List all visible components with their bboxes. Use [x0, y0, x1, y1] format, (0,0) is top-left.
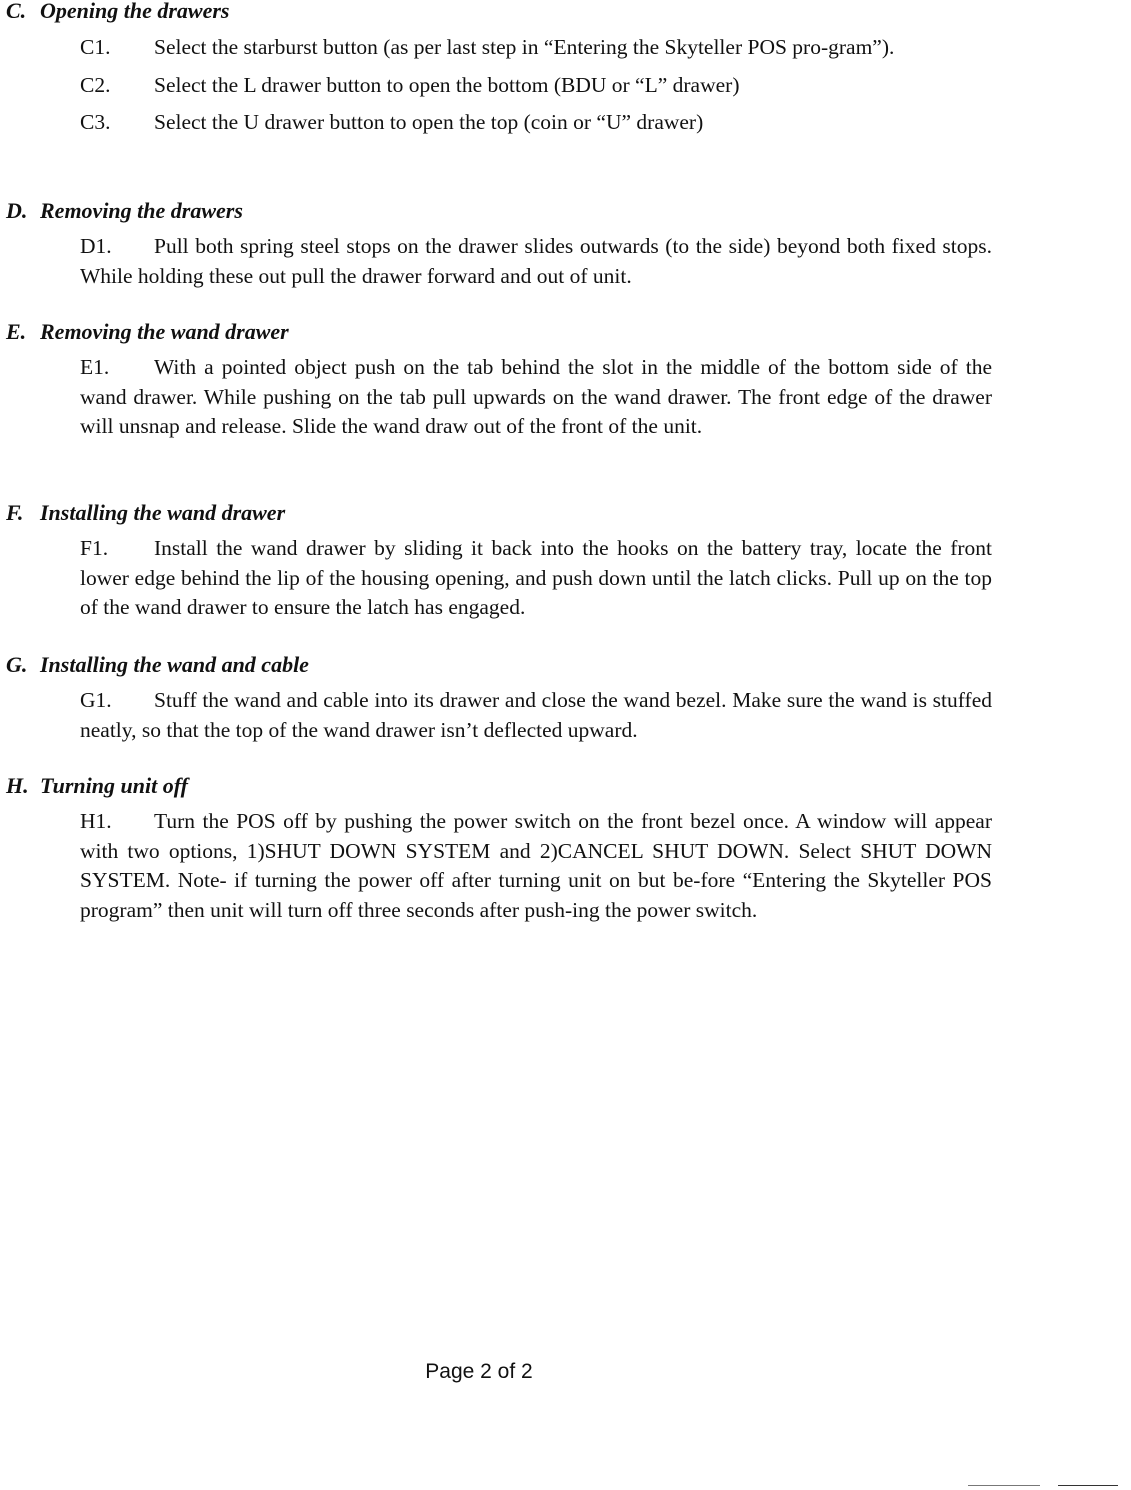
section-heading: [6, 319, 1006, 345]
step-g1: [80, 686, 992, 745]
section-d: [6, 198, 1006, 291]
section-title: Removing the drawers: [40, 198, 243, 223]
page-number: Page 2 of 2: [425, 1360, 533, 1383]
step-text: With a pointed object push on the tab behind the slot in the middle of the bottom side of the wand drawer. While pushing on the tab pull upwards on the wand drawer. The front edge of the drawer will unsnap and release. Slide the wand draw out of the front of the unit.: [80, 355, 992, 438]
section-f: [6, 500, 1006, 623]
step-number: C3.: [80, 110, 111, 134]
step-number: C2.: [80, 72, 111, 97]
step-e1: [80, 353, 992, 442]
step-h1: [80, 807, 992, 925]
step-text: Stuff the wand and cable into its drawer and close the wand bezel. Make sure the wand is stuffed neatly, so that the top of the wand drawer isn’t deflected upward.: [80, 688, 992, 742]
scan-artifact-line: [968, 1485, 1040, 1486]
section-g: [6, 652, 1006, 745]
step-text: Install the wand drawer by sliding it back into the hooks on the battery tray, locate the front lower edge behind the lip of the housing opening, and push down until the latch clicks. Pull up on the top of the wand drawer to ensure the latch has engaged.: [80, 536, 992, 619]
section-letter: C.: [6, 0, 27, 23]
step-number: F1.: [80, 536, 109, 560]
section-e: [6, 319, 1006, 442]
section-heading: [6, 652, 1006, 678]
step-c1: [80, 33, 992, 63]
section-letter: F.: [6, 500, 24, 525]
section-letter: D.: [6, 198, 28, 223]
step-number: G1.: [80, 688, 112, 712]
section-c: [6, 0, 1006, 138]
scan-artifact-line: [1058, 1485, 1118, 1486]
step-number: D1.: [80, 234, 112, 258]
section-letter: E.: [6, 319, 27, 344]
step-c3: [80, 108, 992, 138]
section-heading: [6, 500, 1006, 526]
step-text: Pull both spring steel stops on the drawer slides outwards (to the side) beyond both fixed stops. While holding these out pull the drawer forward and out of unit.: [80, 234, 992, 288]
step-f1: [80, 534, 992, 623]
section-heading: [6, 198, 1006, 224]
section-letter: G.: [6, 652, 28, 677]
section-title: Installing the wand and cable: [40, 652, 309, 677]
section-title: Removing the wand drawer: [40, 319, 289, 344]
step-number: H1.: [80, 809, 112, 833]
section-title: Installing the wand drawer: [40, 500, 286, 525]
step-d1: [80, 232, 992, 291]
section-heading: [6, 0, 1006, 24]
step-number: C1.: [80, 35, 111, 59]
step-text: Turn the POS off by pushing the power switch on the front bezel once. A window will appear with two options, 1)SHUT DOWN SYSTEM and 2)CANCEL SHUT DOWN. Select SHUT DOWN SYSTEM. Note- if turning the power off after turning unit on but be-fore “Entering the Skyteller POS program” then unit will turn off three seconds after push-ing the power switch.: [80, 809, 992, 922]
step-text: Select the starburst button (as per last step in “Entering the Skyteller POS pro-gram”).: [154, 35, 895, 59]
section-title: Turning unit off: [40, 773, 188, 798]
section-h: [6, 773, 1006, 925]
step-text: Select the L drawer button to open the bottom (BDU or “L” drawer): [154, 72, 740, 97]
section-title: Opening the drawers: [40, 0, 230, 23]
step-c2: [80, 71, 992, 101]
step-number: E1.: [80, 355, 110, 379]
section-heading: [6, 773, 1006, 799]
step-text: Select the U drawer button to open the top (coin or “U” drawer): [154, 110, 704, 134]
section-letter: H.: [6, 773, 29, 798]
